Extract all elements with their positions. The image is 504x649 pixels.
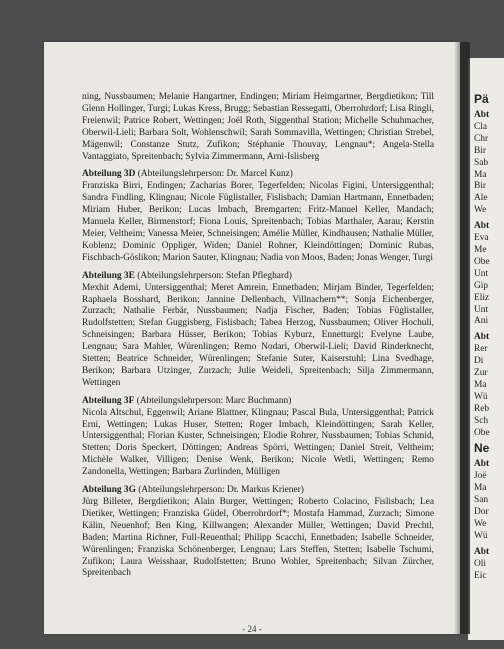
right-page-fragments <box>474 92 504 582</box>
section-teacher: (Abteilungslehrperson: Marc Buchmann) <box>136 395 292 406</box>
section-title: Abteilung 3F <box>82 395 135 406</box>
right-page-line: Wü <box>474 391 488 402</box>
right-page-line: Ani <box>474 316 489 327</box>
right-page-line: Ale <box>474 193 488 204</box>
right-page-line: Abt <box>474 221 490 232</box>
page-content <box>82 92 434 586</box>
student-list: Franziska Birri, Endingen; Zacharias Borer, Tegerfelden; Nicolas Figini, Untersiggenthal; Sandra Findling, Klingnau; Nicole Füglistaller, Fislisbach; Damian Hartmann, Ennetbaden; Miriam Huber, Berikon; Lucas Imbach, Bremgarten; Fritz-Manuel Keller, Mandach; Manuela Keller, Birmenstorf; Fiona Louis, Spreitenbach; Tobias Marthaler, Aarau; Kerstin Meier, Veltheim; Vanessa Meier, Schneisingen; Amélie Müller, Kindhausen; Nathalie Müller, Koblenz; Dominic Oppliger, Widen; Daniel Rohner, Kleindöttingen; Dominic Rubas, Fischbach-Göslikon; Marion Sauter, Klingnau; Nadia von Moos, Baden; Jonas Wenger, Turgi <box>82 181 434 263</box>
right-page-line: Bir <box>474 181 486 192</box>
section-title: Abteilung 3D <box>82 169 136 180</box>
right-page-line: Bir <box>474 145 486 156</box>
section-teacher: (Abteilungslehrperson: Dr. Marcel Kunz) <box>137 169 293 180</box>
section-3e <box>82 271 434 390</box>
right-page-line: Unt <box>474 304 489 315</box>
section-title: Abteilung 3E <box>82 270 135 281</box>
right-page-line: Oli <box>474 558 486 569</box>
section-3d <box>82 169 434 264</box>
right-page-line: Ma <box>474 483 487 494</box>
right-page-line: San <box>474 495 489 506</box>
right-page-line: Joë <box>474 471 487 482</box>
right-page-line: Eliz <box>474 292 490 303</box>
right-page-line: Unt <box>474 268 489 279</box>
student-list: Nicola Altschul, Eggenwil; Ariane Blattner, Klingnau; Pascal Bula, Untersiggenthal; Patrick Erni, Wettingen; Lukas Huser, Stetten; Roger Imbach, Kleindöttingen; Sarah Keller, Untersiggenthal; Florian Kuster, Schneisingen; Elodie Rohrer, Nussbaumen; Tobias Schmid, Stetten; Doris Speckert, Döttingen; Andreas Spörri, Wettingen; Daniel Streit, Veltheim; Michèle Walker, Villigen; Denise Wenk, Berikon; Nicole Wetli, Wettingen; Remo Zandonella, Wettingen; Barbara Zurlinden, Mülligen <box>82 407 434 478</box>
book-spine <box>454 42 470 634</box>
section-3f <box>82 396 434 479</box>
section-heading <box>82 485 434 497</box>
section-heading <box>82 271 434 283</box>
right-page-line: Obe <box>474 256 490 267</box>
section-teacher: (Abteilungslehrperson: Dr. Markus Kriener) <box>138 485 304 496</box>
right-page-line: Zur <box>474 368 488 379</box>
right-page-line: Cla <box>474 121 488 132</box>
right-page-line: Sch <box>474 415 489 426</box>
right-page-line: Ma <box>474 379 487 390</box>
right-page-line: Di <box>474 356 484 367</box>
section-3g <box>82 485 434 580</box>
section-heading <box>82 169 434 181</box>
right-page-line: Gip <box>474 280 489 291</box>
right-page-line: Abt <box>474 332 490 343</box>
right-page-line: Wü <box>474 530 488 541</box>
right-page-line: Abt <box>474 110 490 120</box>
page-number: - 24 - <box>242 624 262 634</box>
right-page-line: Rer <box>474 344 488 355</box>
right-page-line: Chr <box>474 133 489 144</box>
right-page-line: Ma <box>474 169 487 180</box>
right-page-line: Abt <box>474 546 490 557</box>
right-page-line: Dor <box>474 507 489 517</box>
right-page-line: Eic <box>474 570 487 581</box>
section-heading <box>82 396 434 408</box>
section-teacher: (Abteilungslehrperson: Stefan Pfleghard) <box>137 270 292 281</box>
right-page-line: Obe <box>474 427 490 438</box>
right-page-title: Pä <box>474 92 489 106</box>
right-page-line: Abt <box>474 459 490 470</box>
right-page-line: Eva <box>474 233 489 244</box>
student-list: Jürg Billeter, Bergdietikon; Alain Burger, Wettingen; Roberto Colacino, Fislisbach; Lea Dietiker, Wettingen; Franziska Güdel, Oberrohrdorf*; Mostafa Hammad, Zurzach; Simone Kälin, Neuenhof; Ben King, Killwangen; Alexander Müller, Wettingen; David Prechtl, Baden; Martina Richner, Full-Reuenthal; Philipp Scacchi, Ennetbaden; Isabelle Schneider, Würenlingen; Franziska Schönenberger, Lengnau; Lars Steffen, Stetten; Isabelle Tschumi, Zufikon; Laura Weisshaar, Rudolfstetten; Bruno Wohler, Spreitenbach; Silvan Zürcher, Spreitenbach <box>82 497 434 579</box>
right-page-line: We <box>474 518 487 529</box>
right-page-line: Ne <box>474 443 490 456</box>
intro-paragraph: ning, Nussbaumen; Melanie Hangartner, Endingen; Miriam Heimgartner, Bergdietikon; Till Glenn Hollinger, Turgi; Lukas Kress, Brugg; Sebastian Ressegatti, Oberrohrdorf; Lisa Ringli, Freienwil; Patrice Robert, Wettingen; Joël Roth, Siggenthal Station; Michelle Schuhmacher, Oberwil-Lieli; Barbara Solt, Wohlenschwil; Sarah Sommavilla, Wettingen; Christian Strebel, Mägenwil; Constanze Stutz, Zufikon; Stéphanie Thouvay, Lengnau*; Angela-Stella Vantaggiato, Spreitenbach; Sylvia Zimmermann, Arni-Islisberg <box>82 92 434 162</box>
right-page-line: We <box>474 205 487 216</box>
right-page-line: Reb <box>474 403 490 414</box>
section-title: Abteilung 3G <box>82 485 136 496</box>
right-page-line: Sab <box>474 157 489 168</box>
right-page-line: Me <box>474 244 487 255</box>
student-list: Mexhit Ademi, Untersiggenthal; Meret Amrein, Ennetbaden; Mirjam Binder, Tegerfelden; Raphaela Bosshard, Berikon; Jannine Dellenbach, Villnachern**; Sonja Eichenberger, Zurzach; Nathalie Ferbär, Nussbaumen; Nadja Fischer, Baden; Tobias Füglistaller, Rudolfstetten; Stefan Guggisberg, Fislisbach; Tabea Herzog, Nussbaumen; Oliver Hochuli, Schneisingen; Barbara Hüsser, Berikon; Tobias Kyburz, Ennetturgi; Evelyne Laube, Lengnau; Sara Mahler, Würenlingen; Remo Nodari, Oberwil-Lieli; David Rinderknecht, Stetten; Beatrice Schneider, Würenlingen; Stefanie Suter, Kaiserstuhl; Lina Svedhage, Berikon; Barbara Utzinger, Zurzach; Julie Weideli, Spreitenbach; Silja Zimmermann, Wettingen <box>82 282 434 388</box>
